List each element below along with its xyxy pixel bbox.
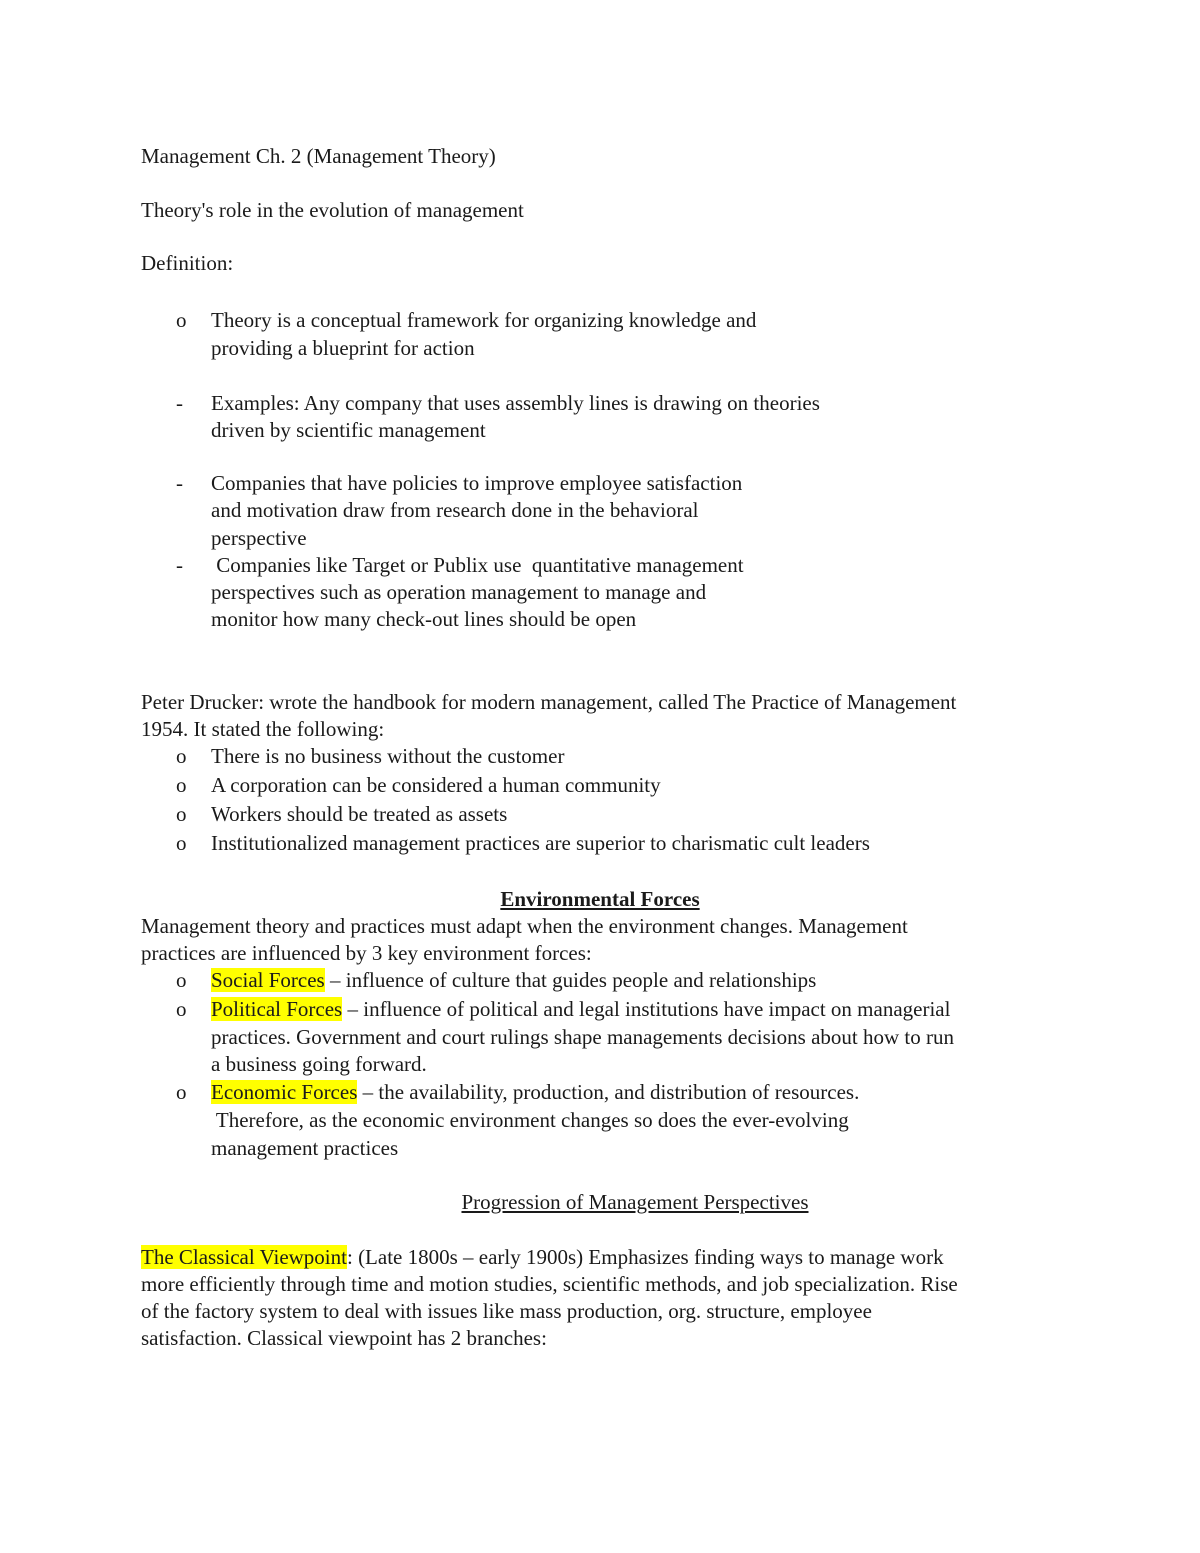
social-forces-text: – influence of culture that guides people and relationships <box>324 968 817 992</box>
political-forces-text: – influence of political and legal institutions have impact on managerial <box>342 997 951 1021</box>
political-forces-item <box>211 996 950 1023</box>
bullet-marker: o <box>176 744 187 768</box>
political-forces-term: Political Forces <box>211 997 343 1021</box>
drucker-item: There is no business without the customer <box>211 744 565 768</box>
drucker-item: Workers should be treated as assets <box>211 802 508 826</box>
bullet-marker: o <box>176 773 187 797</box>
env-intro-line1: Management theory and practices must adapt when the environment changes. Management <box>141 914 908 938</box>
example-1-line2: driven by scientific management <box>211 418 486 442</box>
bullet-marker: o <box>176 1080 187 1104</box>
social-forces-term: Social Forces <box>211 968 325 992</box>
env-heading: Environmental Forces <box>500 887 700 911</box>
example-3-line3: monitor how many check-out lines should be open <box>211 607 637 631</box>
example-1-line1: Examples: Any company that uses assembly lines is drawing on theories <box>211 391 820 415</box>
doc-title: Management Ch. 2 (Management Theory) <box>141 144 496 168</box>
bullet-marker: o <box>176 968 187 992</box>
economic-forces-text: – the availability, production, and distribution of resources. <box>357 1080 860 1104</box>
bullet-marker: o <box>176 308 187 332</box>
classical-line4: satisfaction. Classical viewpoint has 2 branches: <box>141 1326 547 1350</box>
dash-marker: - <box>176 471 183 495</box>
social-forces-item <box>211 967 816 994</box>
dash-marker: - <box>176 553 183 577</box>
example-2-line3: perspective <box>211 526 307 550</box>
example-2-line1: Companies that have policies to improve employee satisfaction <box>211 471 743 495</box>
env-intro-line2: practices are influenced by 3 key environment forces: <box>141 941 592 965</box>
classical-line2: more efficiently through time and motion studies, scientific methods, and job specialization. Rise <box>141 1272 958 1296</box>
political-forces-line3: a business going forward. <box>211 1052 427 1076</box>
classical-line3: of the factory system to deal with issues like mass production, org. structure, employee <box>141 1299 872 1323</box>
bullet-marker: o <box>176 997 187 1021</box>
drucker-line2: 1954. It stated the following: <box>141 717 385 741</box>
bullet-marker: o <box>176 802 187 826</box>
bullet-marker: o <box>176 831 187 855</box>
drucker-item: A corporation can be considered a human community <box>211 773 661 797</box>
economic-forces-line2: Therefore, as the economic environment changes so does the ever-evolving <box>211 1108 849 1132</box>
drucker-item: Institutionalized management practices are superior to charismatic cult leaders <box>211 831 870 855</box>
example-3-line2: perspectives such as operation management to manage and <box>211 580 707 604</box>
doc-subtitle: Theory's role in the evolution of management <box>141 198 524 222</box>
classical-viewpoint-term: The Classical Viewpoint <box>141 1245 347 1269</box>
drucker-line1: Peter Drucker: wrote the handbook for modern management, called The Practice of Management <box>141 690 957 714</box>
classical-line1 <box>141 1244 944 1271</box>
economic-forces-line3: management practices <box>211 1136 399 1160</box>
dash-marker: - <box>176 391 183 415</box>
example-3-line1: Companies like Target or Publix use quantitative management <box>211 553 744 577</box>
economic-forces-item <box>211 1079 859 1106</box>
definition-label: Definition: <box>141 251 234 275</box>
definition-text-line2: providing a blueprint for action <box>211 336 475 360</box>
progression-heading: Progression of Management Perspectives <box>461 1190 809 1214</box>
economic-forces-term: Economic Forces <box>211 1080 358 1104</box>
definition-text-line1: Theory is a conceptual framework for organizing knowledge and <box>211 308 757 332</box>
political-forces-line2: practices. Government and court rulings shape managements decisions about how to run <box>211 1025 954 1049</box>
classical-line1-rest: : (Late 1800s – early 1900s) Emphasizes finding ways to manage work <box>346 1245 944 1269</box>
example-2-line2: and motivation draw from research done in the behavioral <box>211 498 699 522</box>
